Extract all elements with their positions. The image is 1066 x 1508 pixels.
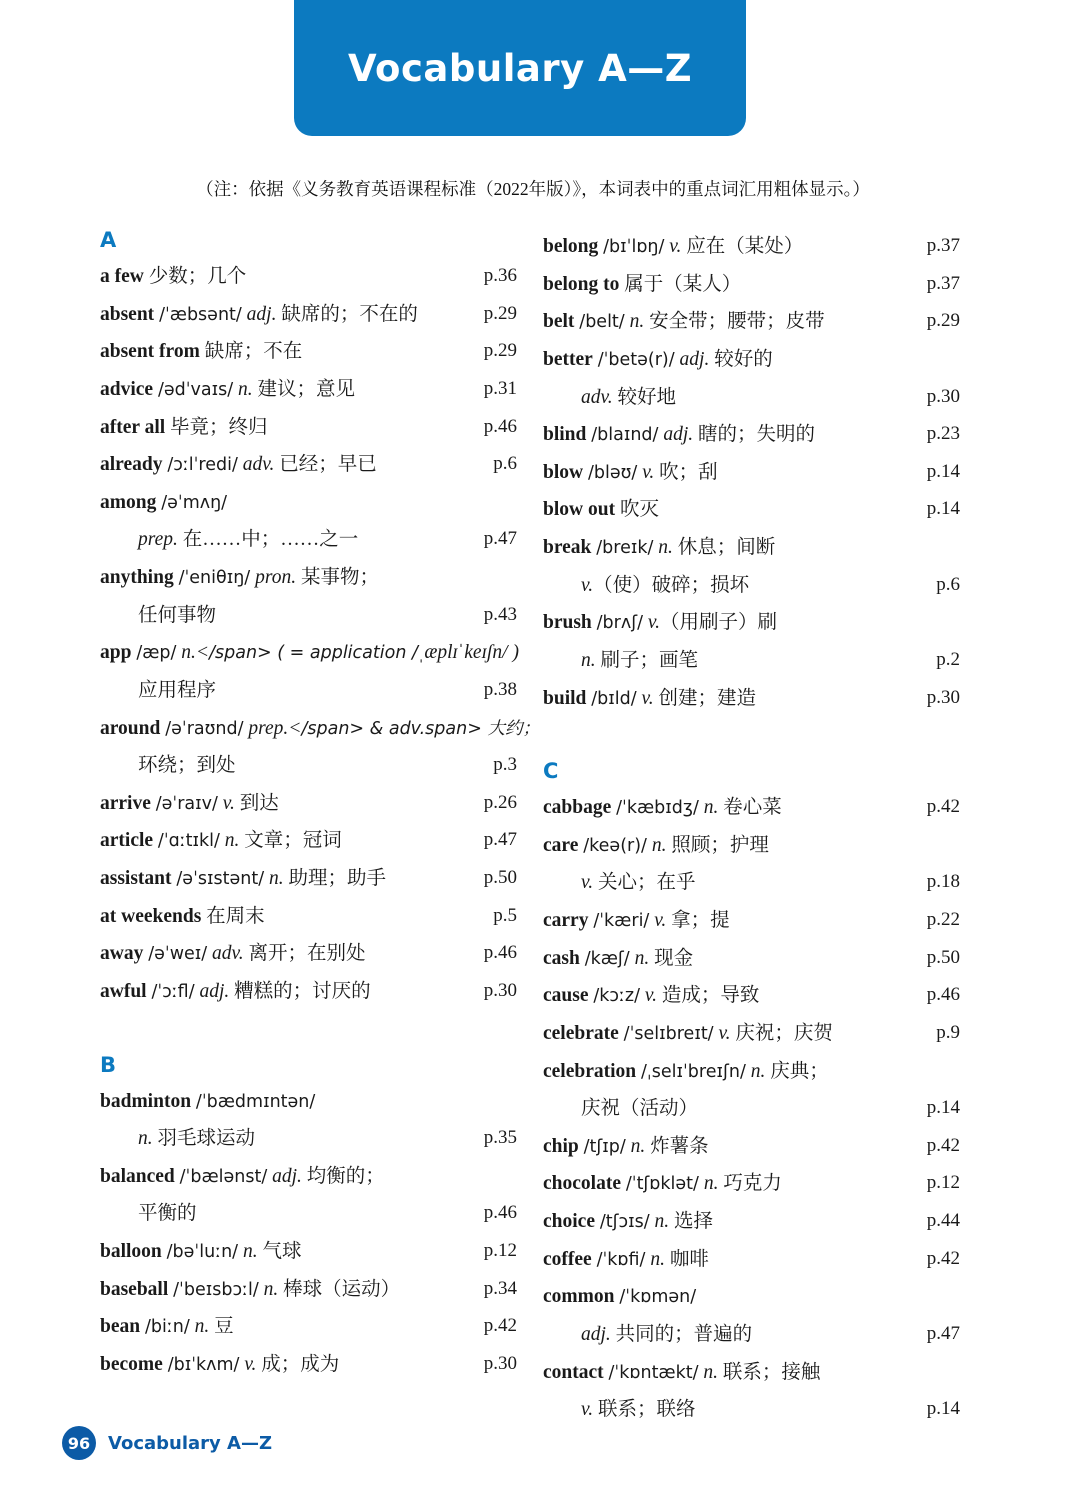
entry-page-ref: p.37 [926,272,960,294]
entry-text: advice /ədˈvaɪs/ n. 建议；意见 [100,378,356,400]
entry-text: brush /brʌʃ/ v.（用刷子）刷 [543,612,777,634]
vocabulary-entry [100,258,517,296]
vocabulary-entry [543,567,960,605]
vocabulary-entry [543,789,960,827]
entry-page-ref: p.18 [926,871,960,893]
vocabulary-entry [543,680,960,718]
entry-text: bean /biːn/ n. 豆 [100,1316,234,1338]
vocabulary-entry [543,1241,960,1279]
entry-text: blow /bləʊ/ v. 吹；刮 [543,461,718,483]
entry-page-ref: p.6 [936,573,960,595]
entry-text: choice /tʃɔɪs/ n. 选择 [543,1211,714,1232]
letter-heading: B [100,1052,117,1077]
vocabulary-entry [543,303,960,341]
footer-label: Vocabulary A—Z [108,1432,273,1454]
vocabulary-entry [543,228,960,266]
vocabulary-entry [543,1165,960,1203]
vocabulary-entry [543,827,960,865]
entry-text: balanced /ˈbælənst/ adj. 均衡的； [100,1165,385,1187]
entry-page-ref: p.6 [493,453,517,475]
entry-text: app /æp/ n.</span> ( = application /ˌæplɪˈkeɪʃn/ ) [100,642,519,664]
entry-text: assistant /əˈsɪstənt/ n. 助理；助手 [100,868,386,889]
entry-text: coffee /ˈkɒfi/ n. 咖啡 [543,1248,709,1270]
entry-page-ref: p.14 [926,460,960,482]
entry-page-ref: p.29 [926,310,960,332]
entry-page-ref: p.46 [926,984,960,1006]
entry-text: celebration /ˌselɪˈbreɪʃn/ n. 庆典； [543,1060,829,1082]
vocabulary-entry [100,822,517,860]
entry-text: belong /bɪˈlɒŋ/ v. 应在（某处） [543,236,804,257]
entry-page-ref: p.47 [483,829,517,851]
entry-text: after all 毕竟；终归 [100,416,268,438]
vocabulary-entry [100,747,517,785]
vocabulary-entry [100,672,517,710]
entry-text: already /ɔːlˈredi/ adv. 已经；早已 [100,454,377,476]
entry-text: n. 羽毛球运动 [138,1128,256,1150]
vocabulary-entry [543,266,960,304]
vocabulary-entry [100,371,517,409]
entry-page-ref: p.35 [483,1127,517,1149]
entry-text: cash /kæʃ/ n. 现金 [543,947,694,969]
vocabulary-entry [100,710,540,748]
vocabulary-column [100,228,540,1429]
entry-page-ref: p.26 [483,791,517,813]
entry-page-ref: p.44 [926,1210,960,1231]
entry-page-ref: p.42 [926,1134,960,1156]
entry-page-ref: p.31 [483,377,517,399]
vocabulary-entry [100,521,517,559]
vocabulary-entry [100,1271,517,1309]
vocabulary-entry [543,864,960,902]
entry-page-ref: p.47 [483,528,517,550]
entry-text: article /ˈɑːtɪkl/ n. 文章；冠词 [100,830,342,852]
vocabulary-entry [100,484,517,522]
vocabulary-entry [100,1233,517,1271]
vocabulary-column [543,228,960,1429]
entry-page-ref: p.43 [483,603,517,625]
entry-text: at weekends 在周末 [100,905,265,927]
entry-page-ref: p.5 [493,904,517,926]
entry-page-ref: p.30 [483,979,517,1001]
page-number-badge: 96 [62,1426,96,1460]
entry-text: 平衡的 [138,1203,197,1225]
entry-text: 环绕；到处 [138,755,236,777]
entry-text: chip /tʃɪp/ n. 炸薯条 [543,1135,709,1157]
entry-text: blind /blaɪnd/ adj. 瞎的；失明的 [543,424,816,446]
entry-text: around /əˈraʊnd/ prep.</span> & adv.span> 大约； [100,717,540,739]
entry-page-ref: p.50 [483,867,517,888]
entry-page-ref: p.29 [483,302,517,324]
entry-text: cause /kɔːz/ v. 造成；导致 [543,985,760,1007]
vocabulary-entry [543,529,960,567]
entry-page-ref: p.12 [483,1240,517,1261]
vocabulary-entry [543,604,960,642]
vocabulary-entry [100,409,517,447]
entry-text: anything /ˈeniθɪŋ/ pron. 某事物； [100,567,379,588]
vocabulary-entry [100,559,517,597]
entry-page-ref: p.14 [926,498,960,520]
vocabulary-entry [100,1120,517,1158]
standards-note: （注：依据《义务教育英语课程标准（2022年版）》，本词表中的重点词汇用粗体显示。） [196,179,870,199]
vocabulary-entry [100,860,517,898]
entry-text: cabbage /ˈkæbɪdʒ/ n. 卷心菜 [543,797,782,819]
entry-page-ref: p.30 [483,1352,517,1374]
entry-text: contact /ˈkɒntækt/ n. 联系；接触 [543,1361,821,1383]
page-header-banner [294,0,746,136]
vocabulary-entry [100,333,517,371]
entry-page-ref: p.50 [926,946,960,968]
vocabulary-entry [543,1316,960,1354]
vocabulary-entry [100,973,517,1011]
entry-text: away /əˈweɪ/ adv. 离开；在别处 [100,943,366,965]
vocabulary-entry [100,1346,517,1384]
entry-text: 庆祝（活动） [581,1098,699,1120]
entry-page-ref: p.9 [936,1021,960,1043]
vocabulary-entry [543,491,960,529]
entry-page-ref: p.37 [926,235,960,256]
page-title: Vocabulary A—Z [347,46,693,90]
entry-text: carry /ˈkæri/ v. 拿；提 [543,910,730,931]
entry-text: v. 联系；联络 [581,1399,696,1421]
entry-page-ref: p.22 [926,909,960,930]
entry-text: badminton /ˈbædmɪntən/ [100,1090,316,1112]
entry-text: belt /belt/ n. 安全带；腰带；皮带 [543,311,825,333]
entry-text: common /ˈkɒmən/ [543,1286,697,1308]
entry-page-ref: p.12 [926,1172,960,1194]
entry-text: better /ˈbetə(r)/ adj. 较好的 [543,348,773,370]
entry-text: chocolate /ˈtʃɒklət/ n. 巧克力 [543,1173,782,1195]
entry-page-ref: p.3 [493,754,517,776]
letter-heading: C [543,759,559,784]
entry-text: care /keə(r)/ n. 照顾；护理 [543,834,769,856]
entry-page-ref: p.34 [483,1277,517,1299]
vocabulary-entry [100,935,517,973]
vocabulary-entry [543,1278,960,1316]
entry-text: n. 刷子；画笔 [581,649,699,671]
vocabulary-entry [543,379,960,417]
entry-text: 应用程序 [138,679,217,701]
entry-text: adv. 较好地 [581,386,676,408]
vocabulary-entry [543,1354,960,1392]
entry-page-ref: p.46 [483,1202,517,1224]
vocabulary-entry [543,1391,960,1429]
entry-page-ref: p.14 [926,1398,960,1420]
entry-text: 任何事物 [138,604,217,626]
entry-text: build /bɪld/ v. 创建；建造 [543,687,756,709]
vocabulary-entry [543,940,960,978]
vocabulary-entry [100,597,517,635]
vocabulary-entry [543,341,960,379]
entry-page-ref: p.2 [936,648,960,670]
vocabulary-entry [543,454,960,492]
entry-page-ref: p.23 [926,423,960,445]
entry-text: celebrate /ˈselɪbreɪt/ v. 庆祝；庆贺 [543,1022,833,1044]
entry-page-ref: p.46 [483,942,517,964]
entry-text: belong to 属于（某人） [543,273,742,295]
entry-text: v. 关心；在乎 [581,872,696,894]
vocabulary-entry [543,1090,960,1128]
entry-page-ref: p.38 [483,678,517,700]
entry-text: become /bɪˈkʌm/ v. 成；成为 [100,1353,340,1375]
entry-text: v.（使）破碎；损坏 [581,574,750,596]
entry-text: prep. 在……中；……之一 [138,529,359,551]
vocabulary-entry [100,634,517,672]
entry-text: among /əˈmʌŋ/ [100,491,228,513]
vocabulary-entry [100,446,517,484]
entry-text: balloon /bəˈluːn/ n. 气球 [100,1241,302,1262]
vocabulary-entry [543,416,960,454]
vocabulary-entry [543,1053,960,1091]
vocabulary-entry [100,296,517,334]
letter-heading: A [100,228,117,252]
vocabulary-entry [543,1203,960,1241]
vocabulary-entry [100,1308,517,1346]
vocabulary-entry [100,785,517,823]
entry-text: absent /ˈæbsənt/ adj. 缺席的；不在的 [100,303,418,325]
entry-page-ref: p.30 [926,385,960,407]
entry-text: break /breɪk/ n. 休息；间断 [543,537,776,558]
entry-text: a few 少数；几个 [100,266,247,287]
vocabulary-columns [100,228,960,1429]
entry-text: adj. 共同的；普遍的 [581,1323,753,1345]
entry-text: awful /ˈɔːfl/ adj. 糟糕的；讨厌的 [100,980,371,1002]
entry-page-ref: p.30 [926,686,960,708]
vocabulary-entry [100,1195,517,1233]
page-footer [62,1426,272,1460]
entry-page-ref: p.42 [926,1247,960,1269]
vocabulary-entry [543,642,960,680]
vocabulary-entry [100,898,517,936]
vocabulary-entry [543,977,960,1015]
vocabulary-entry [543,1015,960,1053]
entry-page-ref: p.42 [926,796,960,818]
vocabulary-entry [543,902,960,940]
entry-page-ref: p.29 [483,340,517,362]
entry-text: absent from 缺席；不在 [100,341,303,363]
entry-text: blow out 吹灭 [543,499,659,521]
vocabulary-entry [100,1158,517,1196]
entry-text: baseball /ˈbeɪsbɔːl/ n. 棒球（运动） [100,1278,401,1300]
vocabulary-entry [543,1128,960,1166]
entry-page-ref: p.46 [483,415,517,437]
entry-page-ref: p.14 [926,1097,960,1119]
vocabulary-entry [100,1083,517,1121]
entry-text: arrive /əˈraɪv/ v. 到达 [100,792,279,814]
entry-page-ref: p.47 [926,1322,960,1344]
entry-page-ref: p.42 [483,1315,517,1337]
entry-page-ref: p.36 [483,265,517,286]
